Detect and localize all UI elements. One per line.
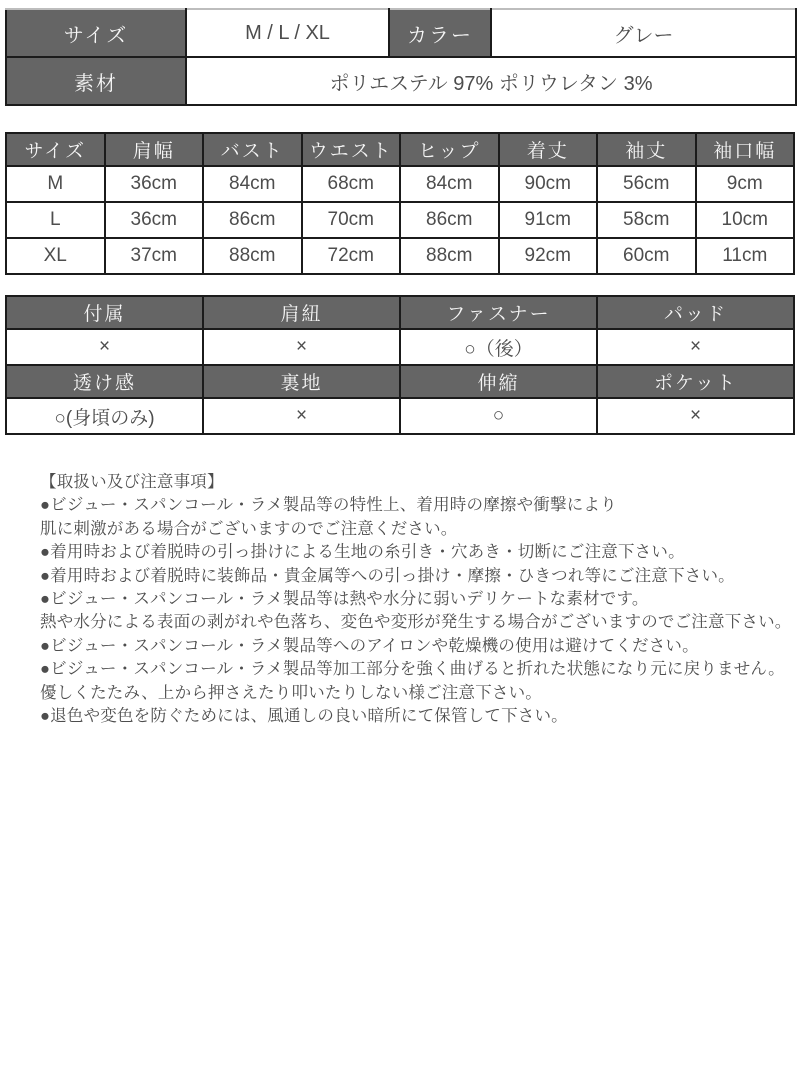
size-chart-cell: 36cm (105, 166, 204, 202)
material-value: ポリエステル 97% ポリウレタン 3% (186, 57, 796, 105)
care-note-line: ●着用時および着脱時の引っ掛けによる生地の糸引き・穴あき・切断にご注意下さい。 (40, 543, 685, 562)
size-chart-header-row (6, 133, 794, 166)
size-chart-cell: M (6, 166, 105, 202)
size-chart-cell: 10cm (696, 202, 795, 238)
spec-header: 裏地 (203, 365, 400, 398)
spec-cell: ○（後） (400, 329, 597, 365)
size-label: サイズ (6, 9, 186, 57)
size-chart-cell: 86cm (400, 202, 499, 238)
size-chart-cell: 90cm (499, 166, 598, 202)
size-chart-cell: 37cm (105, 238, 204, 274)
size-chart-cell: 36cm (105, 202, 204, 238)
spec-cell: ○(身頃のみ) (6, 398, 203, 434)
size-chart-header: サイズ (6, 133, 105, 166)
spec-header: 肩紐 (203, 296, 400, 329)
size-chart-header: 着丈 (499, 133, 598, 166)
product-info-table (5, 8, 797, 106)
size-chart-row-m (6, 166, 794, 202)
size-chart-cell: 86cm (203, 202, 302, 238)
care-note-line: 熱や水分による表面の剥がれや色落ち、変色や変形が発生する場合がございますのでご注意下さい。 (40, 613, 792, 632)
spec-cell: × (597, 329, 794, 365)
spec-cell: ○ (400, 398, 597, 434)
care-note-line: 肌に刺激がある場合がございますのでご注意ください。 (40, 519, 458, 538)
size-chart-cell: 58cm (597, 202, 696, 238)
size-chart-cell: 84cm (400, 166, 499, 202)
size-chart-cell: 92cm (499, 238, 598, 274)
spec-value-row-1 (6, 329, 794, 365)
care-note-line: ●ビジュー・スパンコール・ラメ製品等加工部分を強く曲げると折れた状態になり元に戻りません。 (40, 660, 785, 679)
spec-value-row-2 (6, 398, 794, 434)
size-chart-cell: XL (6, 238, 105, 274)
spec-header-row-1 (6, 296, 794, 329)
spec-header-row-2 (6, 365, 794, 398)
color-value: グレー (491, 9, 796, 57)
size-chart-cell: 68cm (302, 166, 401, 202)
spec-cell: × (203, 329, 400, 365)
spec-header: ファスナー (400, 296, 597, 329)
spec-header: 付属 (6, 296, 203, 329)
size-chart-cell: 56cm (597, 166, 696, 202)
spec-header: パッド (597, 296, 794, 329)
size-chart-cell: 9cm (696, 166, 795, 202)
care-note-line: ●ビジュー・スパンコール・ラメ製品等の特性上、着用時の摩擦や衝撃により (40, 496, 617, 515)
spec-header: 透け感 (6, 365, 203, 398)
care-note-line: ●ビジュー・スパンコール・ラメ製品等へのアイロンや乾燥機の使用は避けてください。 (40, 636, 699, 655)
size-chart-row-xl (6, 238, 794, 274)
size-chart-cell: 91cm (499, 202, 598, 238)
size-chart-cell: 84cm (203, 166, 302, 202)
care-note-line: ●退色や変色を防ぐためには、風通しの良い暗所にて保管して下さい。 (40, 707, 568, 726)
care-note-line: 優しくたたみ、上から押さえたり叩いたりしない様ご注意下さい。 (40, 683, 542, 702)
size-chart-table (5, 132, 795, 275)
size-chart-cell: 60cm (597, 238, 696, 274)
size-chart-cell: 72cm (302, 238, 401, 274)
size-chart-row-l (6, 202, 794, 238)
color-label: カラー (389, 9, 491, 57)
size-chart-cell: 88cm (400, 238, 499, 274)
care-note-line: ●着用時および着脱時に装飾品・貴金属等への引っ掛け・摩擦・ひきつれ等にご注意下さい。 (40, 566, 735, 585)
feature-spec-table (5, 295, 795, 435)
size-value: M / L / XL (186, 9, 389, 57)
spec-cell: × (203, 398, 400, 434)
care-note-line: ●ビジュー・スパンコール・ラメ製品等は熱や水分に弱いデリケートな素材です。 (40, 590, 649, 609)
size-chart-header: バスト (203, 133, 302, 166)
spec-cell: × (597, 398, 794, 434)
size-chart-cell: L (6, 202, 105, 238)
size-chart-header: ウエスト (302, 133, 401, 166)
info-row-material (6, 57, 796, 105)
spec-cell: × (6, 329, 203, 365)
care-notes (40, 471, 795, 728)
info-row-size-color (6, 9, 796, 57)
size-chart-cell: 88cm (203, 238, 302, 274)
size-chart-header: ヒップ (400, 133, 499, 166)
size-chart-cell: 70cm (302, 202, 401, 238)
size-chart-header: 肩幅 (105, 133, 204, 166)
size-chart-cell: 11cm (696, 238, 795, 274)
care-notes-title: 【取扱い及び注意事項】 (40, 473, 224, 491)
material-label: 素材 (6, 57, 186, 105)
size-chart-header: 袖口幅 (696, 133, 795, 166)
spec-header: ポケット (597, 365, 794, 398)
size-chart-header: 袖丈 (597, 133, 696, 166)
spec-header: 伸縮 (400, 365, 597, 398)
